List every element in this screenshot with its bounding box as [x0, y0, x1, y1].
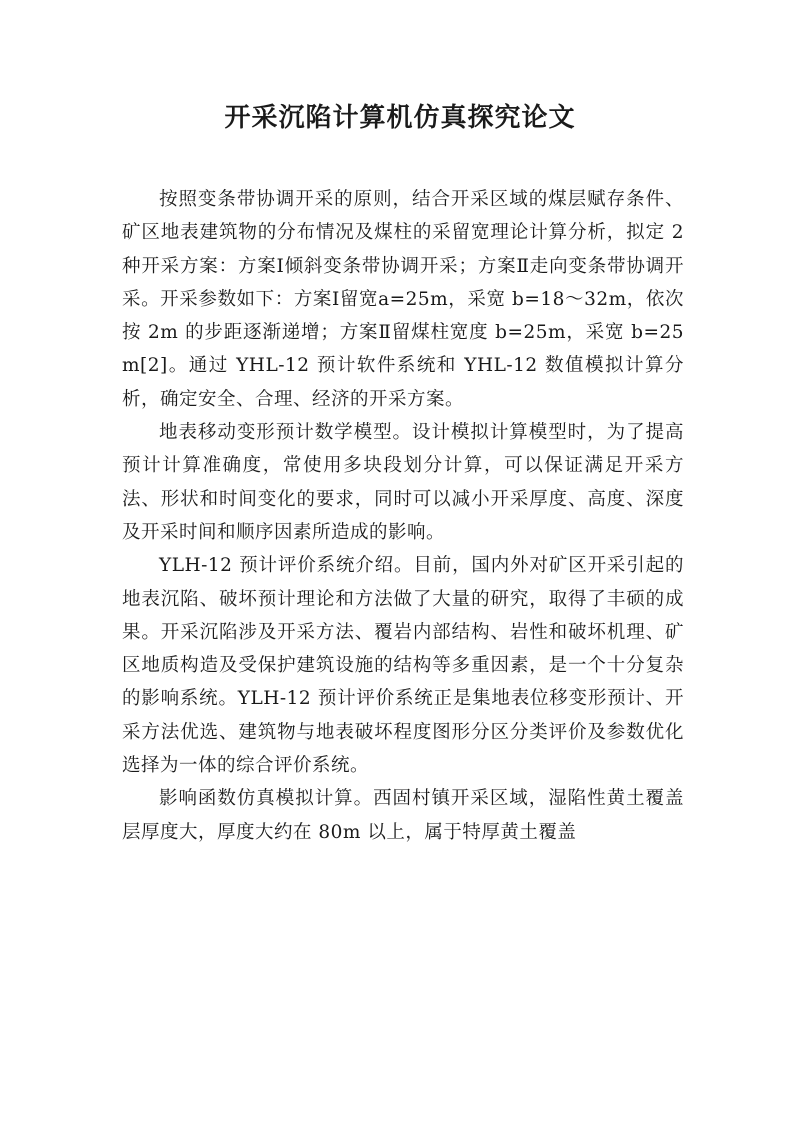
paragraph-influence-function: 影响函数仿真模拟计算。西固村镇开采区域，湿陷性黄土覆盖层厚度大，厚度大约在 80m 以上，属于特厚黄土覆盖 — [122, 788, 684, 843]
paragraph-mining-plan: 按照变条带协调开采的原则，结合开采区域的煤层赋存条件、矿区地表建筑物的分布情况及煤柱的采留宽理论计算分析，拟定 2 种开采方案：方案Ⅰ倾斜变条带协调开采；方案Ⅱ走向变条带协调开采。开采参数如下：方案Ⅰ留宽a=25m，采宽 b=18～32m，依次按 2m 的步距逐渐递增；方案Ⅱ留煤柱宽度 b=25m，采宽 b=25m[2]。通过 YHL-12 预计软件系统和 YHL-12 数值模拟计算分析，确定安全、合理、经济的开采方案。 — [122, 189, 684, 410]
paragraph-prediction-model: 地表移动变形预计数学模型。设计模拟计算模型时，为了提高预计计算准确度，常使用多块段划分计算，可以保证满足开采方法、形状和时间变化的要求，同时可以减小开采厚度、高度、深度及开采时间和顺序因素所造成的影响。 — [122, 422, 684, 543]
document-body — [122, 183, 684, 849]
document-title: 开采沉陷计算机仿真探究论文 — [224, 103, 576, 133]
paragraph-ylh12-system: YLH-12 预计评价系统介绍。目前，国内外对矿区开采引起的地表沉陷、破坏预计理论和方法做了大量的研究，取得了丰硕的成果。开采沉陷涉及开采方法、覆岩内部结构、岩性和破坏机理、矿区地质构造及受保护建筑设施的结构等多重因素，是一个十分复杂的影响系统。YLH-12 预计评价系统正是集地表位移变形预计、开采方法优选、建筑物与地表破坏程度图形分区分类评价及参数优化选择为一体的综合评价系统。 — [122, 555, 684, 777]
